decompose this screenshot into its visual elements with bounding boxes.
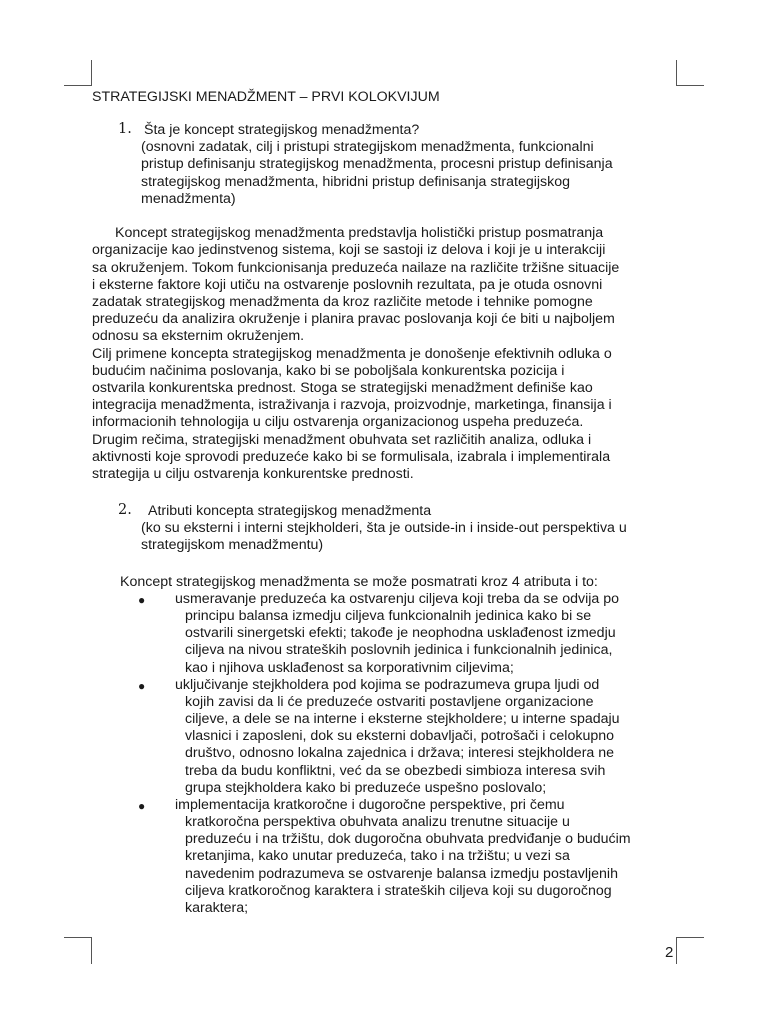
question-2-number: 2. — [118, 502, 132, 518]
question-1-heading: Šta je koncept strategijskog menadžmenta? — [144, 122, 420, 138]
crop-mark-bottom-left-horizontal — [64, 937, 92, 938]
paragraph-line: strategija u cilju ostvarenja konkurentske prednosti. — [92, 466, 414, 482]
paragraph-line: preduzeću da analizira okruženje i planira pravac poslovanja koji će biti u najboljem — [92, 311, 615, 327]
bullet-line: implementacija kratkoročne i dugoročne perspektive, pri čemu — [175, 797, 565, 813]
paragraph-line: Cilj primene koncepta strategijskog menadžmenta je donošenje efektivnih odluka o — [92, 346, 612, 362]
bullet-line: navedenim podrazumeva se ostvarenje balansa izmedju postavljenih — [185, 866, 618, 882]
bullet-line: kratkoročna perspektiva obuhvata analizu trenutne situacije u — [185, 814, 570, 830]
paragraph-line: sa okruženjem. Tokom funkcionisanja preduzeća nailaze na različite tržišne situacije — [92, 260, 620, 276]
bullet-line: preduzeću i na tržištu, dok dugoročna obuhvata predviđanje o budućim — [185, 831, 631, 847]
bullet-line: kojih zavisi da li će preduzeće ostvariti postavljene organizacione — [185, 694, 594, 710]
paragraph-line: i eksterne faktore koji utiču na ostvarenje poslovnih rezultata, pa je otuda osnovni — [92, 277, 603, 293]
crop-mark-top-right-horizontal — [676, 85, 704, 86]
paragraph-line: organizacije kao jedinstvenog sistema, koji se sastoji iz delova i koji je u interakciji — [92, 242, 606, 258]
bullet-line: uključivanje stejkholdera pod kojima se podrazumeva grupa ljudi od — [175, 677, 600, 693]
crop-mark-top-left-horizontal — [64, 85, 92, 86]
crop-mark-top-left-vertical — [91, 60, 92, 86]
bullet-line: principu balansa izmedju ciljeva funkcionalnih jedinica kako bi se — [185, 608, 592, 624]
document-title: STRATEGIJSKI MENADŽMENT – PRVI KOLOKVIJUM — [92, 89, 440, 105]
bullet-line: ciljeva na nivou strateških poslovnih jedinica i funkcionalnih jedinica, — [185, 642, 613, 658]
subtopic-line: menadžmenta) — [141, 191, 236, 207]
question-2-heading: Atributi koncepta strategijskog menadžmenta — [148, 503, 432, 519]
subtopic-line: (ko su eksterni i interni stejkholderi, šta je outside-in i inside-out perspektiva u — [141, 520, 627, 536]
paragraph-line: zadatak strategijskog menadžmenta da kroz različite metode i tehnike pomogne — [92, 294, 593, 310]
bullet-line: ostvarili sinergetski efekti; takođe je neophodna usklađenost izmedju — [185, 625, 616, 641]
bullet-line: grupa stejkholdera kako bi preduzeće uspešno poslovalo; — [185, 780, 547, 796]
question-1-number: 1. — [118, 121, 132, 137]
bullet-line: treba da budu konfliktni, već da se obezbedi simbioza interesa svih — [185, 763, 606, 779]
bullet-line: kretanjima, kako unutar preduzeća, tako i na tržištu; u vezi sa — [185, 848, 570, 864]
bullet-marker: ● — [138, 679, 146, 693]
bullet-line: društvo, odnosno lokalna zajednica i država; interesi stejkholdera ne — [185, 745, 615, 761]
bullet-line: vlasnici i zaposleni, dok su eksterni dobavljači, potrošači i celokupno — [185, 728, 615, 744]
paragraph-line: integracija menadžmenta, istraživanja i razvoja, proizvodnje, marketinga, finansija i — [92, 397, 612, 413]
attributes-intro: Koncept strategijskog menadžmenta se može posmatrati kroz 4 atributa i to: — [120, 574, 598, 590]
bullet-line: usmeravanje preduzeća ka ostvarenju ciljeva koji treba da se odvija po — [175, 591, 620, 607]
bullet-line: kao i njihova usklađenost sa korporativnim ciljevima; — [185, 660, 514, 676]
crop-mark-bottom-left-vertical — [91, 937, 92, 964]
subtopic-line: pristup definisanju strategijskog menadžmenta, procesni pristup definisanja — [141, 156, 613, 172]
paragraph-line: budućim načinima poslovanja, kako bi se poboljšala konkurentska pozicija i — [92, 363, 565, 379]
paragraph-line: informacionih tehnologija u cilju ostvarenja organizacionog uspeha preduzeća. — [92, 414, 584, 430]
subtopic-line: (osnovni zadatak, cilj i pristupi strategijskom menadžmenta, funkcionalni — [141, 139, 594, 155]
paragraph-line: Koncept strategijskog menadžmenta predstavlja holistički pristup posmatranja — [115, 225, 604, 241]
crop-mark-bottom-right-vertical — [676, 937, 677, 964]
bullet-marker: ● — [138, 593, 146, 607]
subtopic-line: strategijskog menadžmenta, hibridni pristup definisanja strategijskog — [141, 174, 571, 190]
paragraph-line: Drugim rečima, strategijski menadžment obuhvata set različitih analiza, odluka i — [92, 432, 592, 448]
bullet-line: ciljeva kratkoročnog karaktera i strateških ciljeva koji su dugoročnog — [185, 883, 612, 899]
paragraph-line: aktivnosti koje sprovodi preduzeće kako bi se formulisala, izabrala i implementirala — [92, 449, 611, 465]
crop-mark-bottom-right-horizontal — [676, 937, 704, 938]
crop-mark-top-right-vertical — [676, 60, 677, 86]
bullet-line: ciljeve, a dele se na interne i eksterne stejkholdere; u interne spadaju — [185, 711, 620, 727]
paragraph-line: odnosu sa eksternim okruženjem. — [92, 328, 305, 344]
paragraph-line: ostvarila konkurentska prednost. Stoga se strategijski menadžment definiše kao — [92, 380, 593, 396]
subtopic-line: strategijskom menadžmentu) — [141, 537, 324, 553]
page-number: 2 — [665, 944, 674, 961]
bullet-line: karaktera; — [185, 900, 249, 916]
bullet-marker: ● — [138, 799, 146, 813]
